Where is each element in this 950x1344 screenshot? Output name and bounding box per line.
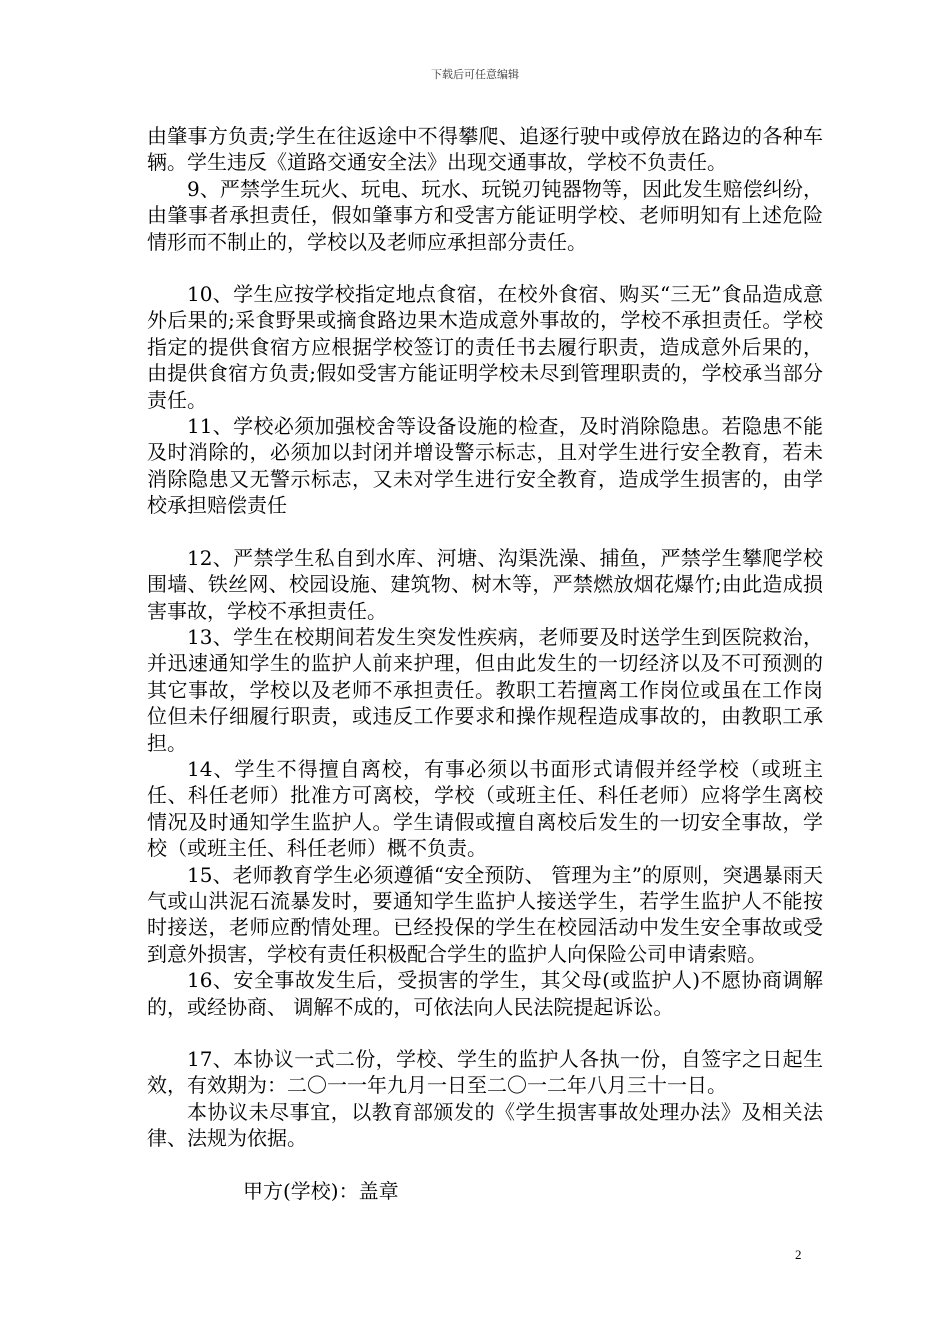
document-body bbox=[147, 123, 823, 1204]
clause-9: 9、严禁学生玩火、玩电、玩水、玩锐刃钝器物等，因此发生赔偿纠纷，由肇事者承担责任，假如肇事方和受害方能证明学校、老师明知有上述危险情形而不制止的，学校以及老师应承担部分责任。 bbox=[147, 176, 823, 254]
signature-line: 甲方(学校)：盖章 bbox=[243, 1178, 399, 1203]
clause-12: 12、严禁学生私自到水库、河塘、沟渠洗澡、捕鱼，严禁学生攀爬学校围墙、铁丝网、校园设施、建筑物、树木等，严禁燃放烟花爆竹;由此造成损害事故，学校不承担责任。 bbox=[147, 545, 823, 623]
page-number: 2 bbox=[795, 1247, 802, 1262]
clause-13: 13、学生在校期间若发生突发性疾病，老师要及时送学生到医院救治，并迅速通知学生的监护人前来护理，但由此发生的一切经济以及不可预测的其它事故，学校以及老师不承担责任。教职工若擅离工作岗位或虽在工作岗位但未仔细履行职责，或违反工作要求和操作规程造成事故的，由教职工承担。 bbox=[147, 624, 823, 755]
clause-17: 17、本协议一式二份，学校、学生的监护人各执一份，自签字之日起生效，有效期为：二〇一一年九月一日至二〇一二年八月三十一日。 bbox=[147, 1047, 823, 1098]
clause-14: 14、学生不得擅自离校，有事必须以书面形式请假并经学校（或班主任、科任老师）批准方可离校，学校（或班主任、科任老师）应将学生离校情况及时通知学生监护人。学生请假或擅自离校后发生的一切安全事故，学校（或班主任、科任老师）概不负责。 bbox=[147, 756, 823, 861]
clause-11: 11、学校必须加强校舍等设备设施的检查，及时消除隐患。若隐患不能及时消除的，必须加以封闭并增设警示标志，且对学生进行安全教育，若未消除隐患又无警示标志，又未对学生进行安全教育，造成学生损害的，由学校承担赔偿责任 bbox=[147, 414, 823, 518]
clause-10: 10、学生应按学校指定地点食宿，在校外食宿、购买“三无”食品造成意外后果的;采食野果或摘食路边果木造成意外事故的，学校不承担责任。学校指定的提供食宿方应根据学校签订的责任书去履行职责，造成意外后果的，由提供食宿方负责;假如受害方能证明学校未尽到管理职责的，学校承当部分责任。 bbox=[147, 282, 823, 412]
clause-16: 16、安全事故发生后，受损害的学生，其父母(或监护人)不愿协商调解的，或经协商、 调解不成的，可依法向人民法院提起诉讼。 bbox=[147, 968, 823, 1019]
paragraph-continuation: 由肇事方负责;学生在往返途中不得攀爬、追逐行驶中或停放在路边的各种车辆。学生违反《道路交通安全法》出现交通事故，学校不负责任。 bbox=[147, 124, 823, 175]
clause-15: 15、老师教育学生必须遵循“安全预防、 管理为主”的原则，突遇暴雨天气或山洪泥石流暴发时，要通知学生监护人接送学生，若学生监护人不能按时接送，老师应酌情处理。已经投保的学生在校园活动中发生安全事故或受到意外损害，学校有责任积极配合学生的监护人向保险公司申请索赔。 bbox=[147, 862, 823, 966]
closing-note: 本协议未尽事宜，以教育部颁发的《学生损害事故处理办法》及相关法律、法规为依据。 bbox=[147, 1099, 823, 1151]
header-note: 下载后可任意编辑 bbox=[431, 68, 519, 81]
